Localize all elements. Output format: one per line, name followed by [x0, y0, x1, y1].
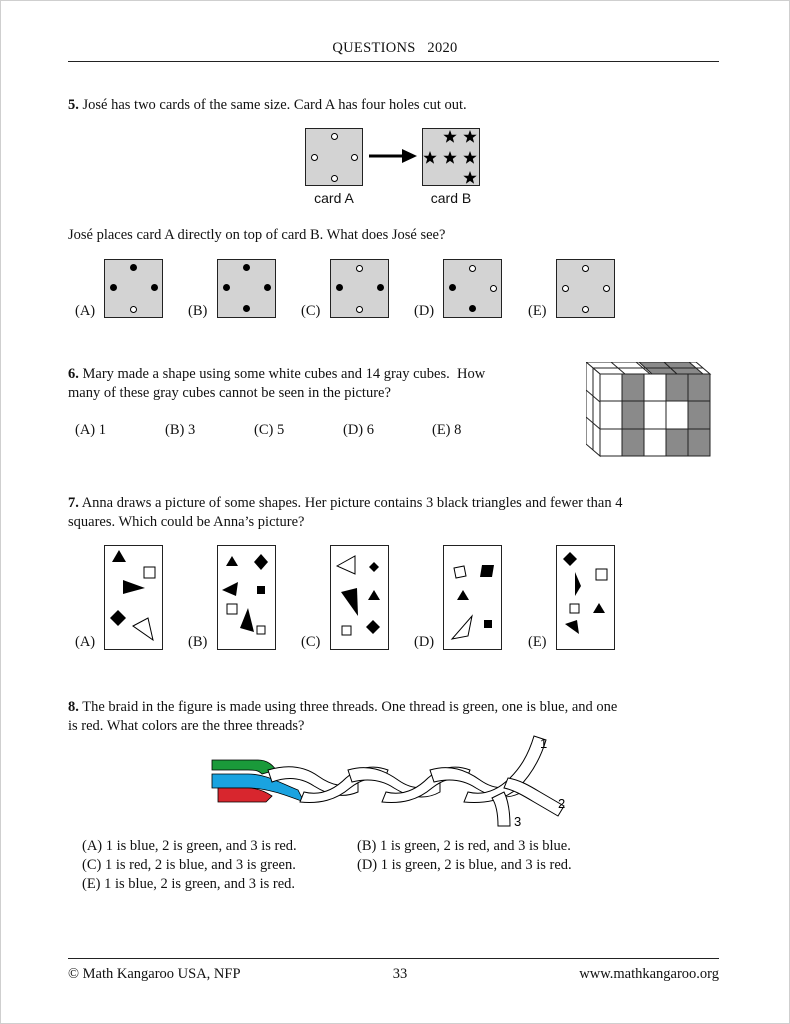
q7-text [68, 494, 728, 532]
q6-choice-e[interactable]: (E) 8 [432, 422, 462, 438]
dot [223, 284, 230, 291]
q5-choice-c[interactable] [330, 259, 389, 318]
black-triangle-icon [123, 580, 145, 594]
q7-choice-a-label[interactable]: (A) [75, 634, 96, 650]
star-icon [463, 151, 476, 164]
dot [264, 284, 271, 291]
q5-choice-e-label[interactable]: (E) [528, 303, 547, 319]
card-b [422, 128, 480, 186]
q6-choice-d[interactable]: (D) 6 [343, 422, 375, 438]
q6-choice-c[interactable]: (C) 5 [254, 422, 285, 438]
q8-option-e[interactable]: (E) 1 is blue, 2 is green, and 3 is red. [82, 876, 296, 892]
card-a-label: card A [314, 190, 354, 206]
q5-choice-b-label[interactable]: (B) [188, 303, 208, 319]
white-square-icon [342, 626, 351, 635]
q7-c-shapes [331, 546, 387, 648]
hole [351, 154, 358, 161]
hole [562, 285, 569, 292]
q8-option-c[interactable]: (C) 1 is red, 2 is blue, and 3 is green. [82, 857, 296, 873]
black-square-icon [484, 620, 492, 628]
q7-e-shapes [557, 546, 613, 648]
hole [331, 175, 338, 182]
black-triangle-icon [222, 582, 238, 596]
q8-number: 8. [68, 699, 79, 715]
q7-choice-d[interactable] [443, 545, 502, 650]
right-arrow-icon [368, 148, 418, 164]
q8-option-b[interactable]: (B) 1 is green, 2 is red, and 3 is blue. [357, 838, 571, 854]
hole [603, 285, 610, 292]
hole [582, 306, 589, 313]
black-triangle-icon [341, 588, 358, 616]
q7-choice-b[interactable] [217, 545, 276, 650]
page-header [0, 40, 790, 57]
footer-rule [68, 958, 719, 959]
star-icon [463, 171, 476, 184]
white-triangle-icon [337, 556, 355, 574]
q5-choice-a-label[interactable]: (A) [75, 303, 96, 319]
q6-choice-b[interactable]: (B) 3 [165, 422, 196, 438]
dot [469, 305, 476, 312]
dot [377, 284, 384, 291]
q6-statement-line2: many of these gray cubes cannot be seen in the picture? [68, 385, 391, 401]
q7-choice-a[interactable] [104, 545, 163, 650]
q5-question: José places card A directly on top of card B. What does José see? [68, 227, 446, 243]
dot [130, 264, 137, 271]
q5-choice-d-label[interactable]: (D) [414, 303, 435, 319]
hole [331, 133, 338, 140]
white-square-icon [596, 569, 607, 580]
black-square-icon [369, 562, 379, 572]
dot [243, 264, 250, 271]
black-triangle-icon [112, 550, 126, 562]
black-square-icon [480, 565, 494, 577]
hole [469, 265, 476, 272]
black-square-icon [366, 620, 380, 634]
q7-choice-c[interactable] [330, 545, 389, 650]
white-square-icon [144, 567, 155, 578]
thread-label-3: 3 [514, 814, 522, 829]
star-icon [443, 151, 456, 164]
q5-choice-e[interactable] [556, 259, 615, 318]
black-triangle-icon [593, 603, 605, 613]
white-triangle-icon [133, 618, 153, 640]
cube-figure [586, 362, 722, 460]
braid-figure [208, 730, 578, 830]
q5-text [68, 96, 728, 115]
black-square-icon [563, 552, 577, 566]
q5-choice-d[interactable] [443, 259, 502, 318]
footer-copyright: © Math Kangaroo USA, NFP [68, 966, 241, 982]
q5-choice-a[interactable] [104, 259, 163, 318]
dot [110, 284, 117, 291]
black-square-icon [257, 586, 265, 594]
dot [243, 305, 250, 312]
thread-label-2: 2 [558, 796, 566, 811]
footer-page-number: 33 [392, 966, 408, 982]
header-title: QUESTIONS 2020 [332, 40, 458, 56]
dot [336, 284, 343, 291]
q6-choice-a[interactable]: (A) 1 [75, 422, 107, 438]
black-triangle-icon [240, 608, 254, 632]
black-triangle-icon [565, 620, 579, 634]
stars-pattern [423, 129, 478, 184]
white-triangle-icon [452, 616, 472, 639]
dot [449, 284, 456, 291]
black-square-icon [110, 610, 126, 626]
hole [356, 306, 363, 313]
white-square-icon [454, 566, 466, 578]
q5-number: 5. [68, 97, 79, 113]
q7-choice-b-label[interactable]: (B) [188, 634, 208, 650]
hole [130, 306, 137, 313]
card-a [305, 128, 363, 186]
star-icon [443, 130, 456, 143]
black-triangle-icon [226, 556, 238, 566]
red-thread-end [218, 788, 272, 802]
black-square-icon [254, 554, 268, 570]
q6-text [68, 365, 568, 403]
green-thread-end [212, 760, 276, 774]
q7-b-shapes [218, 546, 274, 648]
q8-option-d[interactable]: (D) 1 is green, 2 is blue, and 3 is red. [357, 857, 572, 873]
black-triangle-icon [368, 590, 380, 600]
star-icon [463, 130, 476, 143]
card-b-label: card B [430, 190, 472, 206]
hole [311, 154, 318, 161]
white-square-icon [257, 626, 265, 634]
white-square-icon [227, 604, 237, 614]
q7-d-shapes [444, 546, 500, 648]
hole [582, 265, 589, 272]
q6-statement-line1: Mary made a shape using some white cubes and 14 gray cubes. How [82, 366, 486, 382]
q7-a-shapes [105, 546, 161, 648]
white-square-icon [570, 604, 579, 613]
q8-statement-line2: is red. What colors are the three threads? [68, 718, 305, 734]
q7-statement-line2: squares. Which could be Anna’s picture? [68, 514, 305, 530]
q6-number: 6. [68, 366, 79, 382]
q5-choice-b[interactable] [217, 259, 276, 318]
q7-choice-e-label[interactable]: (E) [528, 634, 547, 650]
hole [356, 265, 363, 272]
hole [490, 285, 497, 292]
dot [151, 284, 158, 291]
q7-choice-c-label[interactable]: (C) [301, 634, 321, 650]
q8-option-a[interactable]: (A) 1 is blue, 2 is green, and 3 is red. [82, 838, 297, 854]
thread-label-1: 1 [540, 736, 548, 751]
header-rule [68, 61, 719, 62]
q5-choice-c-label[interactable]: (C) [301, 303, 321, 319]
star-icon [423, 151, 436, 164]
black-triangle-icon [575, 572, 581, 596]
footer-website[interactable]: www.mathkangaroo.org [579, 966, 719, 982]
q7-choice-d-label[interactable]: (D) [414, 634, 435, 650]
q7-statement-line1: Anna draws a picture of some shapes. Her picture contains 3 black triangles and fewer than 4 [81, 495, 623, 511]
q5-statement: José has two cards of the same size. Card A has four holes cut out. [82, 97, 467, 113]
q7-choice-e[interactable] [556, 545, 615, 650]
black-triangle-icon [457, 590, 469, 600]
q8-statement-line1: The braid in the figure is made using three threads. One thread is green, one is blue, and one [82, 699, 618, 715]
q7-number: 7. [68, 495, 79, 511]
